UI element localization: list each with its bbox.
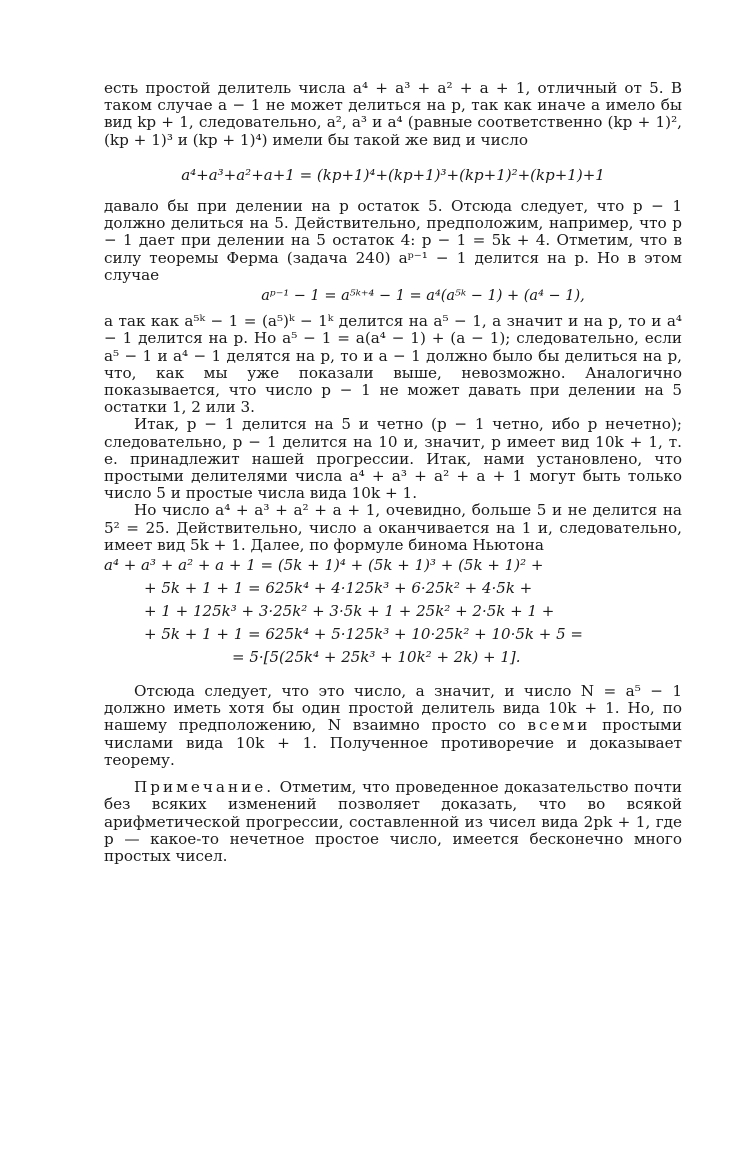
equation-line-4: + 5k + 1 + 1 = 625k⁴ + 5·125k³ + 10·25k² + 10·5k + 5 = — [144, 625, 583, 644]
page-body — [104, 80, 682, 865]
formula-fermat: aᵖ⁻¹ − 1 = a⁵ᵏ⁺⁴ − 1 = a⁴(a⁵ᵏ − 1) + (a⁴ − 1), — [261, 288, 585, 305]
paragraph-5: Но число a⁴ + a³ + a² + a + 1, очевидно, больше 5 и не делится на 5² = 25. Действительно, число a оканчивается на 1 и, следовательно, имеет вид 5k + 1. Далее, по формуле бинома Ньютона — [104, 501, 682, 554]
equation-line-5: = 5·[5(25k⁴ + 25k³ + 10k² + 2k) + 1]. — [232, 648, 521, 667]
note-paragraph — [104, 779, 682, 865]
equation-line-2: + 5k + 1 + 1 = 625k⁴ + 4·125k³ + 6·25k² + 4·5k + — [144, 579, 533, 598]
note-label: Примечание. — [134, 778, 275, 797]
formula-expansion-kp: a⁴+a³+a²+a+1 = (kp+1)⁴+(kp+1)³+(kp+1)²+(kp+1)+1 — [181, 165, 605, 184]
paragraph-3: а так как a⁵ᵏ − 1 = (a⁵)ᵏ − 1ᵏ делится на a⁵ − 1, а значит и на p, то и a⁴ − 1 делится на p. Но a⁵ − 1 = a(a⁴ − 1) + (a − 1); следовательно, если a⁵ − 1 и a⁴ − 1 делятся на p, то и a − 1 должно было бы делиться на p, что, как мы уже показали выше, невозможно. Аналогично показывается, что число p − 1 не может давать при делении на 5 остатки 1, 2 или 3. — [104, 312, 682, 417]
note-text: Отметим, что проведенное доказательство почти без всяких изменений позволяет доказать, что во всякой арифметической прогрессии, составленной из чисел вида 2pk + 1, где p — какое-то нечетное простое число, имеется бесконечно много простых чисел. — [104, 778, 682, 865]
paragraph-4: Итак, p − 1 делится на 5 и четно (p − 1 четно, ибо p нечетно); следовательно, p − 1 делится на 10 и, значит, p имеет вид 10k + 1, т. е. принадлежит нашей прогрессии. Итак, нами установлено, что простыми делителями числа a⁴ + a³ + a² + a + 1 могут быть только число 5 и простые числа вида 10k + 1. — [104, 415, 682, 503]
paragraph-2: давало бы при делении на p остаток 5. Отсюда следует, что p − 1 должно делиться на 5. Действительно, предположим, например, что p − 1 дает при делении на 5 остаток 4: p − 1 = 5k + 4. Отметим, что в силу теоремы Ферма (задача 240) aᵖ⁻¹ − 1 делится на p. Но в этом случае — [104, 197, 682, 284]
equation-line-3: + 1 + 125k³ + 3·25k² + 3·5k + 1 + 25k² + 2·5k + 1 + — [144, 602, 555, 621]
emphasis-all: всеми — [527, 716, 591, 735]
binomial-equation-block — [104, 554, 682, 669]
paragraph-6 — [104, 683, 682, 769]
paragraph-6-part-b: простыми числами вида 10k + 1. Полученное противоречие и доказывает теорему. — [104, 716, 682, 769]
equation-line-1: a⁴ + a³ + a² + a + 1 = (5k + 1)⁴ + (5k + 1)³ + (5k + 1)² + — [104, 556, 544, 575]
paragraph-6-part-a: Отсюда следует, что это число, а значит, и число N = a⁵ − 1 должно иметь хотя бы один простой делитель вида 10k + 1. Но, по нашему предположению, N взаимно просто со — [104, 682, 682, 735]
paragraph-1: есть простой делитель числа a⁴ + a³ + a² + a + 1, отличный от 5. В таком случае a − 1 не может делиться на p, так как иначе a имело бы вид kp + 1, следовательно, a², a³ и a⁴ (равные соответственно (kp + 1)², (kp + 1)³ и (kp + 1)⁴) имели бы такой же вид и число — [104, 79, 682, 149]
